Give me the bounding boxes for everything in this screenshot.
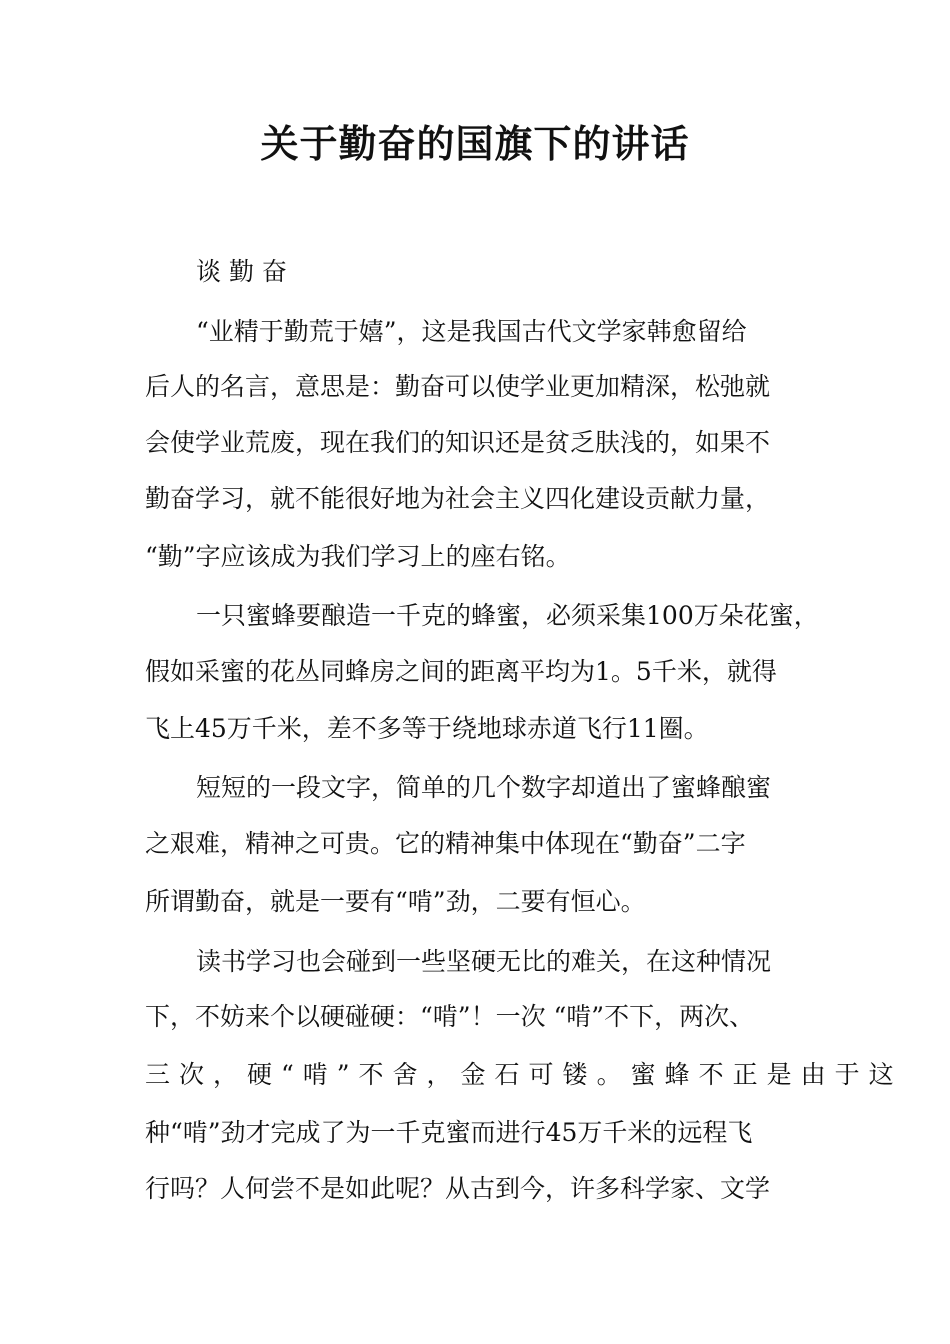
paragraph-line: 之艰难，精神之可贵。它的精神集中体现在“勤奋”二字 bbox=[145, 829, 746, 858]
paragraph-line: “业精于勤荒于嬉”，这是我国古代文学家韩愈留给 bbox=[196, 317, 747, 346]
paragraph-line: 读书学习也会碰到一些坚硬无比的难关，在这种情况 bbox=[196, 947, 772, 976]
document-title: 关于勤奋的国旗下的讲话 bbox=[260, 121, 690, 166]
paragraph-line: 行吗？人何尝不是如此呢？从古到今，许多科学家、文学 bbox=[145, 1174, 771, 1203]
paragraph-line: 飞上45万千米，差不多等于绕地球赤道飞行11圈。 bbox=[145, 714, 709, 743]
paragraph-line: 种“啃”劲才完成了为一千克蜜而进行45万千米的远程飞 bbox=[145, 1118, 753, 1147]
paragraph-line: 假如采蜜的花丛同蜂房之间的距离平均为1。5千米，就得 bbox=[145, 657, 777, 686]
paragraph-line: 会使学业荒废，现在我们的知识还是贫乏肤浅的，如果不 bbox=[145, 428, 771, 457]
paragraph-line: 后人的名言，意思是：勤奋可以使学业更加精深，松弛就 bbox=[145, 372, 771, 401]
paragraph-line: 一只蜜蜂要酿造一千克的蜂蜜，必须采集100万朵花蜜， bbox=[196, 601, 819, 630]
paragraph-line: 所谓勤奋，就是一要有“啃”劲，二要有恒心。 bbox=[145, 887, 646, 916]
paragraph-line: 三次，硬“啃”不舍，金石可镂。蜜蜂不正是由于这 bbox=[145, 1060, 903, 1089]
paragraph-line: 勤奋学习，就不能很好地为社会主义四化建设贡献力量， bbox=[145, 484, 771, 513]
paragraph-line: 下，不妨来个以硬碰硬：“啃”！一次 “啃”不下，两次、 bbox=[145, 1002, 755, 1031]
subtitle: 谈 勤 奋 bbox=[196, 257, 287, 286]
paragraph-line: “勤”字应该成为我们学习上的座右铭。 bbox=[145, 542, 571, 571]
paragraph-line: 短短的一段文字，简单的几个数字却道出了蜜蜂酿蜜 bbox=[196, 773, 772, 802]
